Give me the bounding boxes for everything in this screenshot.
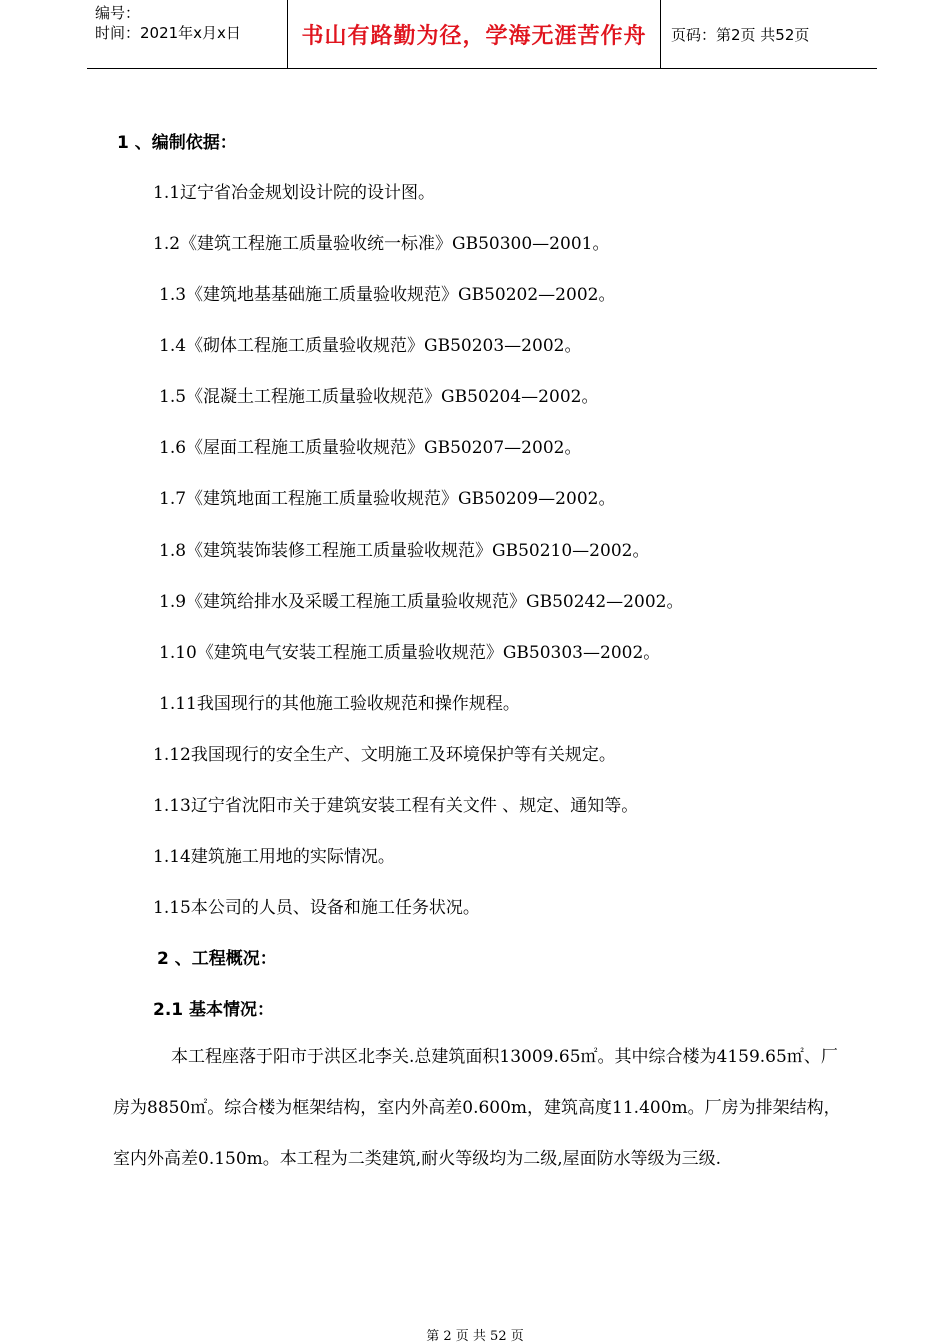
section-1-heading: 1 、编制依据： xyxy=(117,133,237,153)
section-2-1-heading: 2.1 基本情况： xyxy=(153,1000,275,1020)
page-footer: 第 2 页 共 52 页 xyxy=(426,1329,524,1344)
header-meta xyxy=(87,0,288,68)
document-number-label: 编号： xyxy=(95,4,141,22)
document-time-label: 时间：2021年x月x日 xyxy=(95,24,241,42)
basis-item: 1.3《建筑地基基础施工质量验收规范》GB50202—2002。 xyxy=(159,285,616,305)
basis-item: 1.13辽宁省沈阳市关于建筑安装工程有关文件 、规定、通知等。 xyxy=(153,796,639,816)
basis-item: 1.6《屋面工程施工质量验收规范》GB50207—2002。 xyxy=(159,438,582,458)
section-2-heading: 2 、工程概况： xyxy=(157,949,277,969)
header-page-info-cell xyxy=(661,0,877,68)
paragraph-text: 本工程座落于阳市于洪区北李关.总建筑面积13009.65㎡。其中综合楼为4159.65㎡、厂房为8850㎡。综合楼为框架结构，室内外高差0.600m，建筑高度11.400m。厂房为排架结构，室内外高差0.150m。本工程为二类建筑,耐火等级均为二级,屋面防水等级为三级. xyxy=(113,1047,841,1169)
basis-item: 1.14建筑施工用地的实际情况。 xyxy=(153,847,395,867)
header-motto: 书山有路勤为径，学海无涯苦作舟 xyxy=(301,22,647,49)
basis-item: 1.4《砌体工程施工质量验收规范》GB50203—2002。 xyxy=(159,336,582,356)
basis-item: 1.5《混凝土工程施工质量验收规范》GB50204—2002。 xyxy=(159,387,599,407)
basis-item: 1.11我国现行的其他施工验收规范和操作规程。 xyxy=(159,694,520,714)
basis-item: 1.9《建筑给排水及采暖工程施工质量验收规范》GB50242—2002。 xyxy=(159,592,684,612)
basis-item: 1.15本公司的人员、设备和施工任务状况。 xyxy=(153,898,480,918)
basis-item: 1.1辽宁省冶金规划设计院的设计图。 xyxy=(153,183,436,203)
header-motto-cell xyxy=(288,0,661,68)
basis-item: 1.8《建筑装饰装修工程施工质量验收规范》GB50210—2002。 xyxy=(159,541,650,561)
basis-item: 1.10《建筑电气安装工程施工质量验收规范》GB50303—2002。 xyxy=(159,643,661,663)
page-header xyxy=(87,0,877,69)
header-page-info: 页码：第2页 共52页 xyxy=(671,25,810,44)
section-2-1-paragraph xyxy=(113,1032,853,1185)
basis-item: 1.7《建筑地面工程施工质量验收规范》GB50209—2002。 xyxy=(159,489,616,509)
basis-item: 1.12我国现行的安全生产、文明施工及环境保护等有关规定。 xyxy=(153,745,616,765)
basis-item: 1.2《建筑工程施工质量验收统一标准》GB50300—2001。 xyxy=(153,234,610,254)
